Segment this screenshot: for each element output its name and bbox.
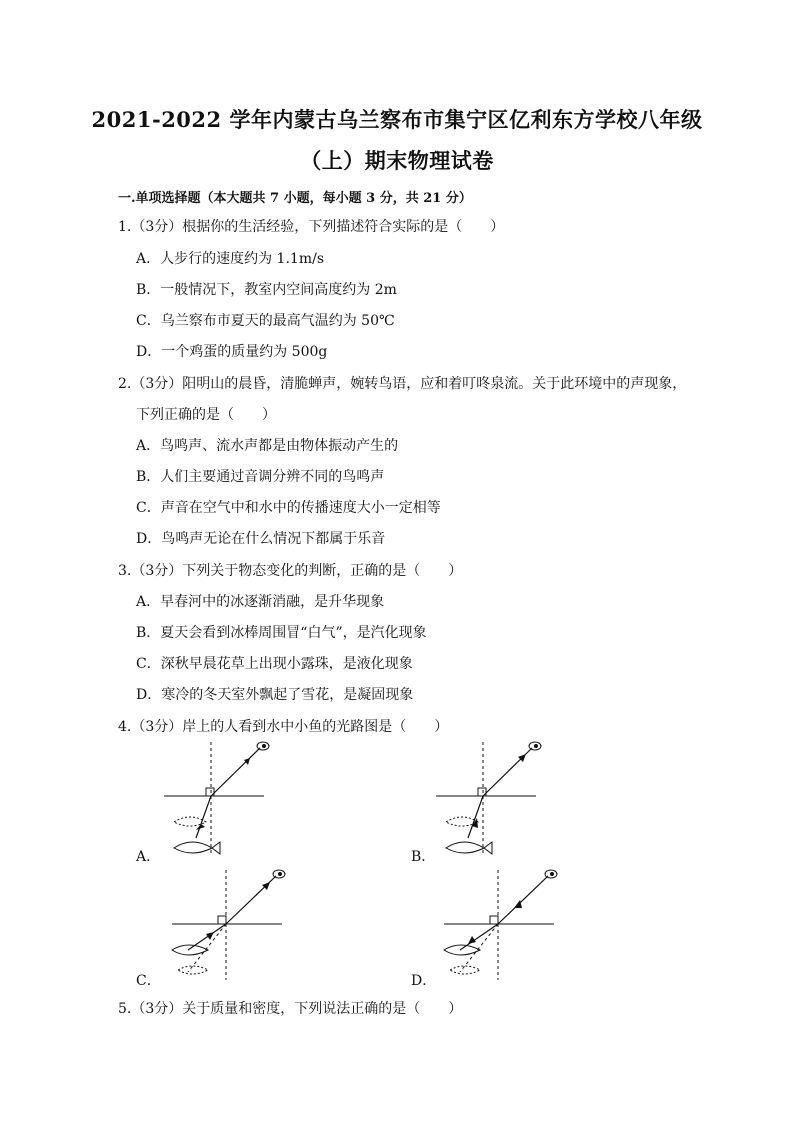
- question-2-option-c: C．声音在空气中和水中的传播速度大小一定相等: [136, 500, 441, 516]
- question-2-option-b: B．人们主要通过音调分辨不同的鸟鸣声: [136, 469, 385, 485]
- diagram-b-label: B．: [411, 849, 436, 865]
- diagram-c: [168, 866, 288, 984]
- section-heading: 一.单项选择题（本大题共 7 小题，每小题 3 分，共 21 分）: [118, 191, 472, 206]
- question-3-option-c: C．深秋早晨花草上出现小露珠，是液化现象: [136, 656, 413, 672]
- question-2-stem-continued: 下列正确的是（ ）: [136, 407, 276, 423]
- diagram-c-label: C．: [136, 973, 161, 989]
- question-4-stem: 4.（3分）岸上的人看到水中小鱼的光路图是（ ）: [118, 719, 449, 735]
- question-3-option-a: A．早春河中的冰逐渐消融，是升华现象: [136, 594, 385, 610]
- diagram-d: [440, 866, 560, 984]
- diagram-a-label: A．: [136, 849, 161, 865]
- diagram-b: [432, 738, 542, 863]
- question-1-option-b: B．一般情况下，教室内空间高度约为 2m: [136, 282, 397, 298]
- question-3-option-b: B．夏天会看到冰棒周围冒“白气”，是汽化现象: [136, 625, 427, 641]
- question-1-option-d: D．一个鸡蛋的质量约为 500g: [136, 344, 328, 360]
- question-2-stem: 2.（3分）阳明山的晨昏，清脆蝉声，婉转鸟语，应和着叮咚泉流。关于此环境中的声现象，: [118, 376, 687, 392]
- question-2-option-a: A．鸟鸣声、流水声都是由物体振动产生的: [136, 438, 399, 454]
- question-3-option-d: D．寒冷的冬天室外飘起了雪花，是凝固现象: [136, 687, 414, 703]
- question-2-option-d: D．鸟鸣声无论在什么情况下都属于乐音: [136, 531, 386, 547]
- question-1-option-c: C．乌兰察布市夏天的最高气温约为 50℃: [136, 313, 395, 329]
- diagram-d-label: D．: [411, 973, 437, 989]
- exam-title-line1: 2021-2022 学年内蒙古乌兰察布市集宁区亿利东方学校八年级: [91, 107, 703, 132]
- question-5-stem: 5.（3分）关于质量和密度，下列说法正确的是（ ）: [118, 1001, 463, 1017]
- question-3-stem: 3.（3分）下列关于物态变化的判断，正确的是（ ）: [118, 563, 463, 579]
- question-1-stem: 1.（3分）根据你的生活经验，下列描述符合实际的是（ ）: [118, 219, 505, 235]
- diagram-a: [160, 738, 270, 863]
- exam-title-line2: （上）期末物理试卷: [300, 148, 494, 173]
- question-1-option-a: A．人步行的速度约为 1.1m/s: [136, 251, 325, 267]
